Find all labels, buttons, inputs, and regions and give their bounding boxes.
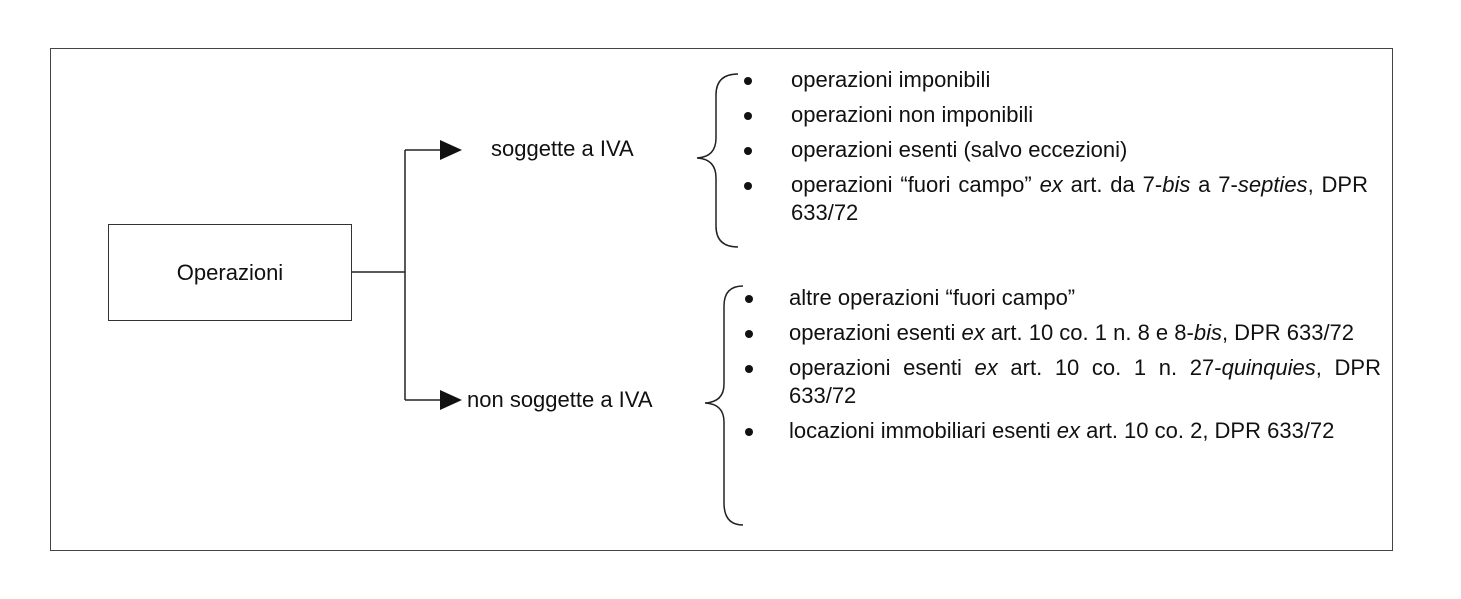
brace-bottom [705, 286, 743, 525]
branch-label-non-soggette: non soggette a IVA [467, 387, 653, 412]
arrowhead-top [440, 140, 462, 160]
list-item: operazioni esenti ex art. 10 co. 1 n. 27-quinquies, DPR 633/72 [789, 355, 1381, 408]
brace-top [697, 74, 738, 247]
arrowhead-bottom [440, 390, 462, 410]
list-item: operazioni imponibili [791, 66, 1368, 94]
list-item: operazioni “fuori campo” ex art. da 7-bis a 7-septies, DPR 633/72 [791, 172, 1368, 225]
list-item: altre operazioni “fuori campo” [789, 284, 1381, 312]
list-item: operazioni esenti (salvo eccezioni) [791, 136, 1368, 164]
list-item: locazioni immobiliari esenti ex art. 10 co. 2, DPR 633/72 [789, 417, 1381, 445]
branch-label-soggette: soggette a IVA [491, 136, 634, 161]
list-item: operazioni non imponibili [791, 101, 1368, 129]
root-label: Operazioni [176, 259, 284, 285]
list-soggette [791, 66, 1368, 227]
list-non-soggette [789, 284, 1381, 445]
list-item: operazioni esenti ex art. 10 co. 1 n. 8 e 8-bis, DPR 633/72 [789, 319, 1381, 347]
root-node [108, 224, 352, 321]
